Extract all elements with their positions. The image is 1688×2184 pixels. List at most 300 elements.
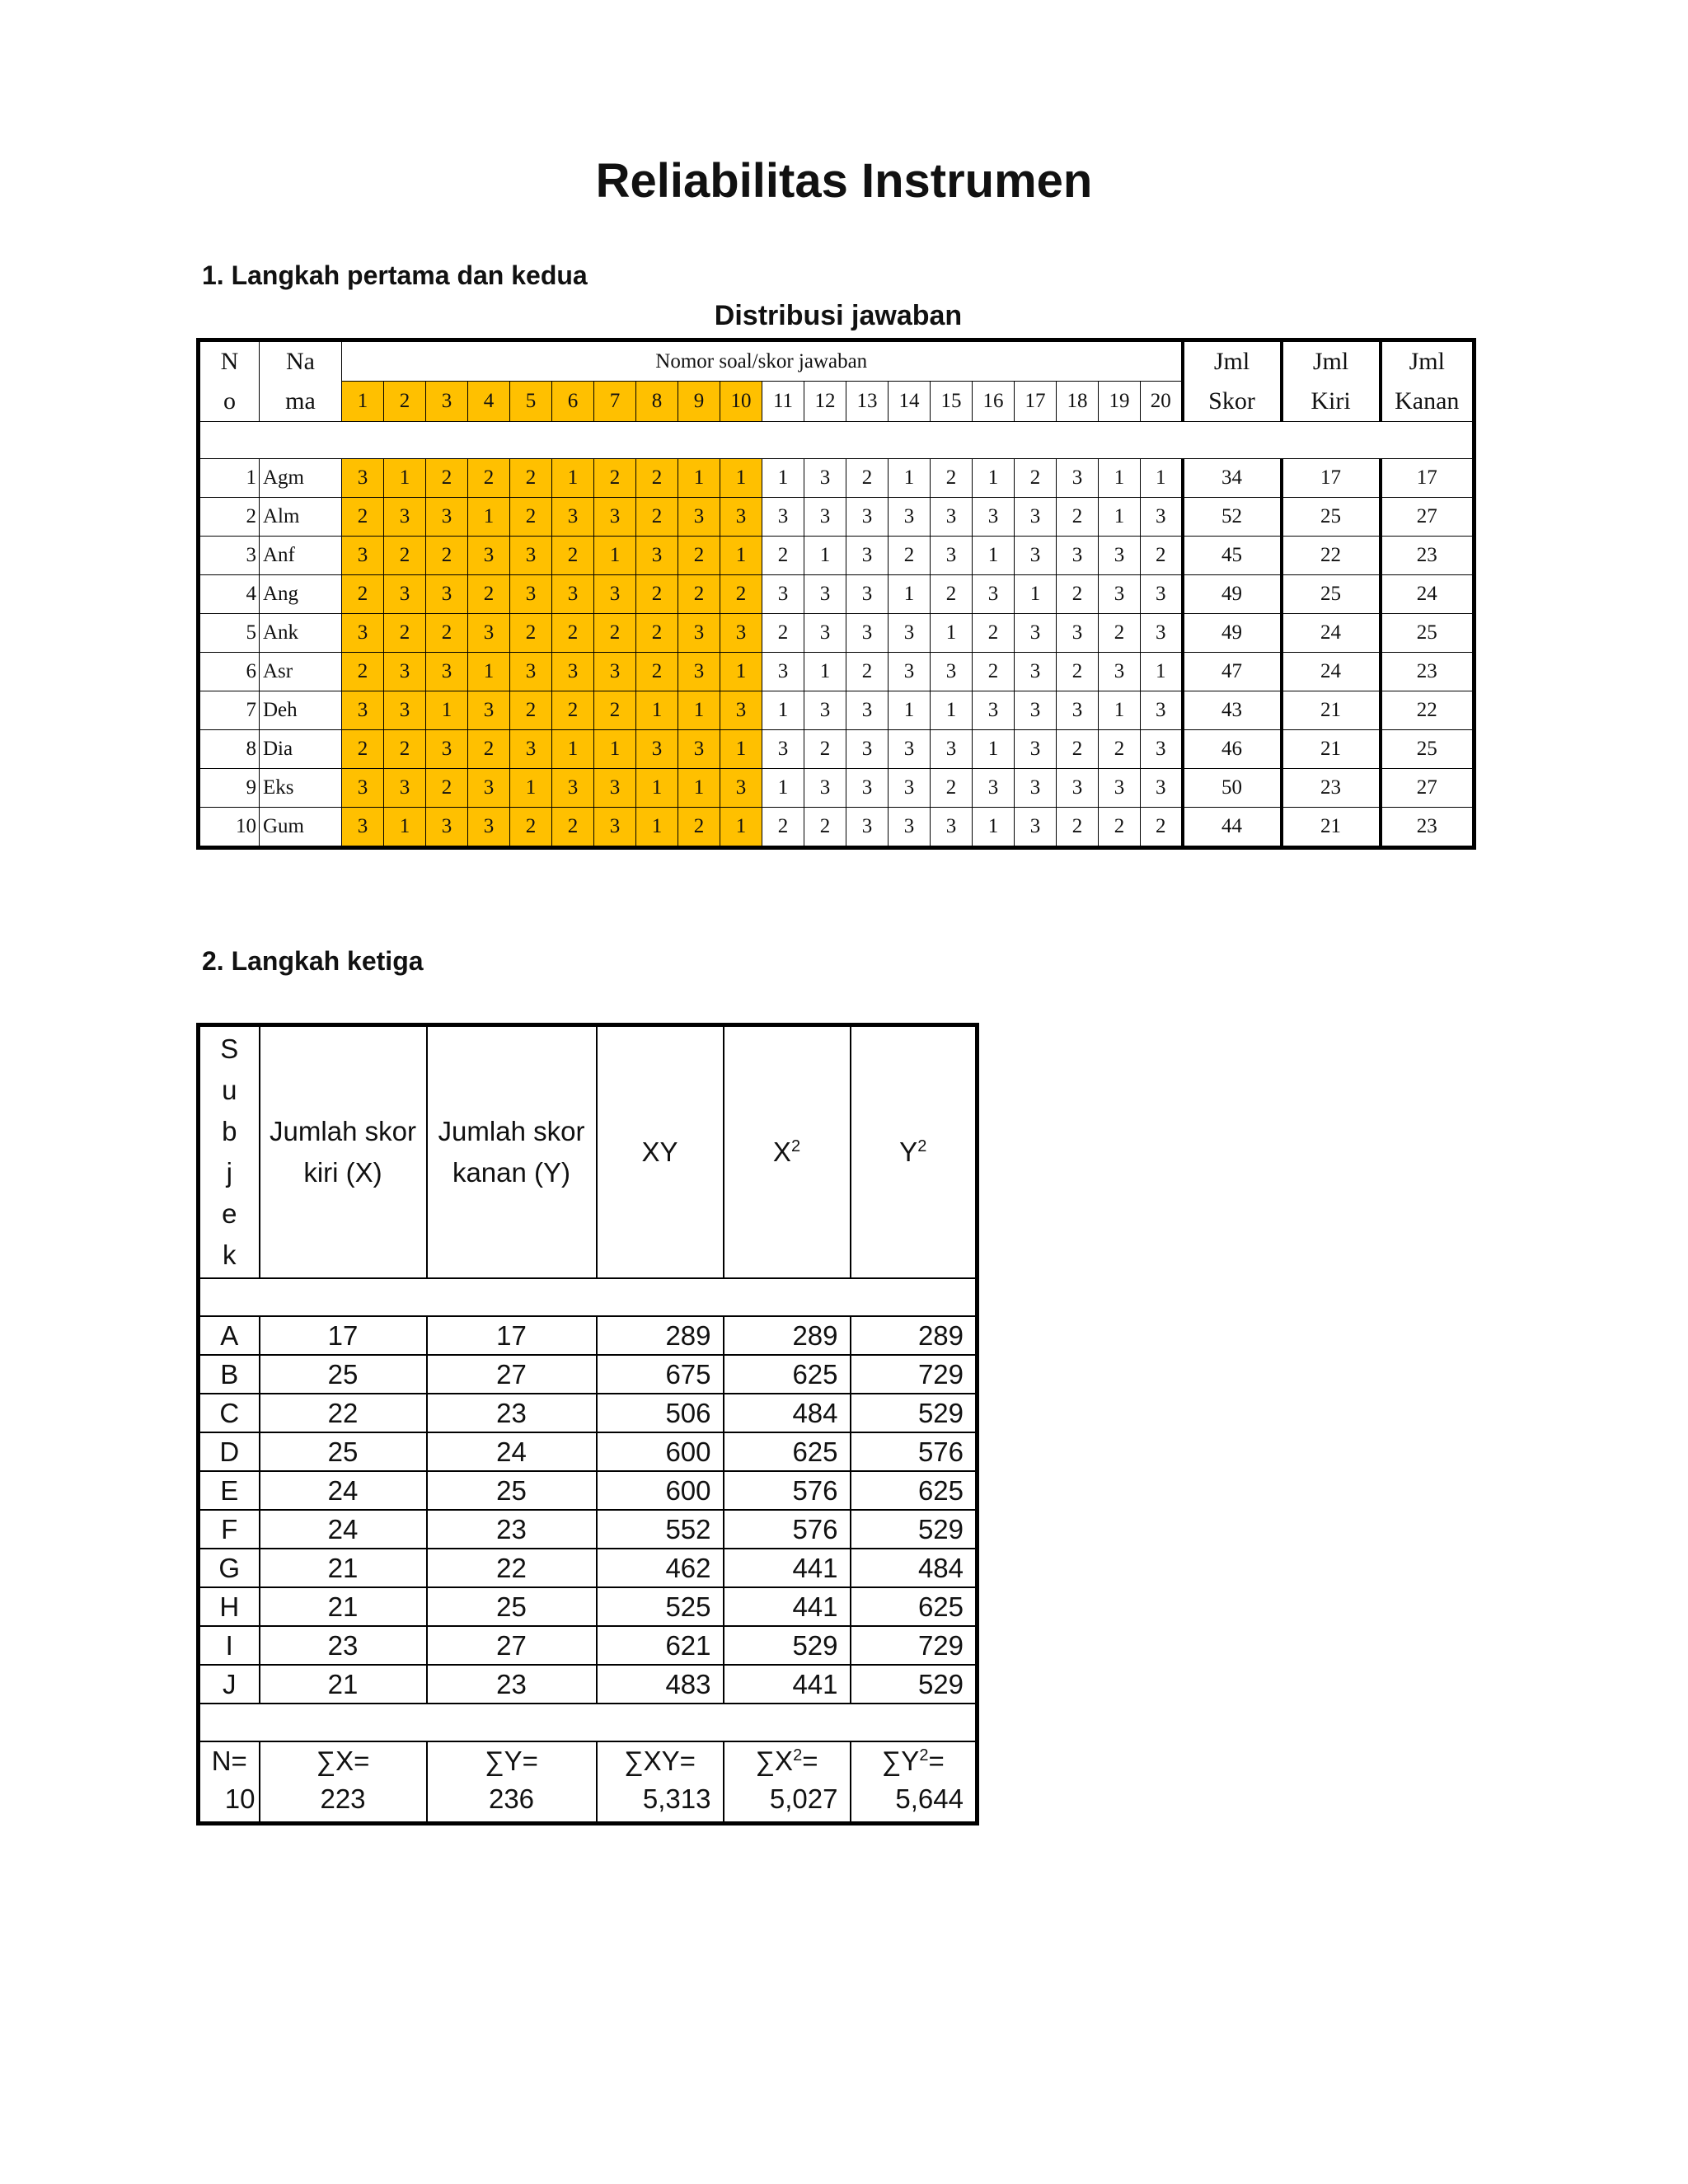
subjek-cell: G: [199, 1549, 260, 1587]
x-cell: 21: [260, 1549, 427, 1587]
jml-kanan-cell: 24: [1381, 575, 1475, 614]
score-cell: 3: [1057, 537, 1099, 575]
score-cell: 3: [636, 730, 678, 769]
y-cell: 22: [427, 1549, 597, 1587]
score-cell: 2: [552, 808, 594, 848]
jml-kiri-cell: 25: [1282, 575, 1381, 614]
score-cell: 1: [678, 769, 720, 808]
score-cell: 3: [1057, 614, 1099, 653]
score-cell: 3: [889, 808, 931, 848]
score-cell: 1: [552, 459, 594, 498]
score-cell: 2: [426, 769, 468, 808]
question-number-14: 14: [889, 382, 931, 422]
subjek-cell: J: [199, 1665, 260, 1704]
jml-kanan-cell: 25: [1381, 730, 1475, 769]
table-row: [199, 614, 1475, 653]
xy-cell: 552: [597, 1510, 724, 1549]
x-cell: 25: [260, 1432, 427, 1471]
total-sum-y-squared-value: 5,644: [895, 1783, 964, 1814]
score-cell: 2: [510, 808, 552, 848]
spacer-row: [199, 1278, 978, 1316]
xy-cell: 462: [597, 1549, 724, 1587]
score-cell: 3: [846, 575, 889, 614]
total-sum-y2-exp: 2: [919, 1746, 929, 1765]
score-cell: 3: [931, 730, 973, 769]
table-row: [199, 1394, 978, 1432]
total-n-label: N=: [211, 1746, 247, 1776]
jml-kiri-cell: 21: [1282, 730, 1381, 769]
row-number: 9: [199, 769, 260, 808]
question-number-12: 12: [804, 382, 846, 422]
jml-kiri-cell: 24: [1282, 653, 1381, 691]
score-cell: 2: [1015, 459, 1057, 498]
score-cell: 3: [342, 769, 384, 808]
score-cell: 2: [973, 653, 1015, 691]
jml-skor-cell: 34: [1183, 459, 1282, 498]
xy-cell: 483: [597, 1665, 724, 1704]
x-cell: 23: [260, 1626, 427, 1665]
row-number: 6: [199, 653, 260, 691]
x-squared-cell: 441: [724, 1549, 851, 1587]
score-cell: 1: [468, 498, 510, 537]
score-cell: 3: [846, 808, 889, 848]
score-cell: 2: [1057, 575, 1099, 614]
score-cell: 2: [594, 691, 636, 730]
y-squared-cell: 625: [851, 1587, 978, 1626]
question-number-8: 8: [636, 382, 678, 422]
score-cell: 1: [510, 769, 552, 808]
score-cell: 3: [1015, 537, 1057, 575]
score-cell: 3: [931, 808, 973, 848]
question-number-9: 9: [678, 382, 720, 422]
subjek-cell: E: [199, 1471, 260, 1510]
score-cell: 3: [889, 614, 931, 653]
question-number-15: 15: [931, 382, 973, 422]
score-cell: 3: [804, 498, 846, 537]
score-cell: 1: [552, 730, 594, 769]
score-cell: 1: [1015, 575, 1057, 614]
score-cell: 2: [510, 691, 552, 730]
score-cell: 1: [762, 459, 804, 498]
total-n-value: 10: [224, 1783, 256, 1814]
score-cell: 2: [426, 459, 468, 498]
x-squared-cell: 576: [724, 1471, 851, 1510]
y-squared-cell: 529: [851, 1665, 978, 1704]
score-cell: 1: [1099, 691, 1141, 730]
score-cell: 2: [384, 730, 426, 769]
score-cell: 3: [468, 808, 510, 848]
row-number: 3: [199, 537, 260, 575]
score-cell: 3: [342, 614, 384, 653]
x-squared-cell: 441: [724, 1665, 851, 1704]
header-jml-kiri-bottom: Kiri: [1282, 382, 1381, 422]
row-number: 4: [199, 575, 260, 614]
x-cell: 24: [260, 1471, 427, 1510]
score-cell: 2: [762, 614, 804, 653]
score-cell: 1: [889, 459, 931, 498]
score-cell: 1: [1099, 459, 1141, 498]
score-cell: 3: [510, 537, 552, 575]
score-cell: 3: [889, 498, 931, 537]
score-cell: 1: [973, 730, 1015, 769]
distribution-table-title: Distribusi jawaban: [714, 300, 963, 331]
y-squared-cell: 529: [851, 1394, 978, 1432]
total-sum-y: [427, 1741, 597, 1824]
total-sum-x-value: 223: [320, 1783, 366, 1814]
score-cell: 2: [468, 459, 510, 498]
y-squared-cell: 729: [851, 1626, 978, 1665]
score-cell: 3: [552, 653, 594, 691]
y-squared-cell: 289: [851, 1316, 978, 1355]
header-jml-kiri-top: Jml: [1282, 340, 1381, 382]
x-cell: 21: [260, 1665, 427, 1704]
score-cell: 1: [931, 614, 973, 653]
x-squared-cell: 441: [724, 1587, 851, 1626]
total-sum-x2-eq: =: [802, 1746, 818, 1776]
score-cell: 3: [468, 537, 510, 575]
student-name: Dia: [260, 730, 342, 769]
score-cell: 3: [342, 459, 384, 498]
row-number: 1: [199, 459, 260, 498]
step1-heading: 1. Langkah pertama dan kedua: [202, 260, 588, 290]
header-y-squared-exp: 2: [917, 1137, 927, 1155]
jml-kanan-cell: 23: [1381, 653, 1475, 691]
score-cell: 3: [552, 769, 594, 808]
jml-kiri-cell: 24: [1282, 614, 1381, 653]
jml-kiri-cell: 23: [1282, 769, 1381, 808]
score-cell: 3: [804, 575, 846, 614]
score-cell: 3: [804, 459, 846, 498]
header-subjek-letter: u: [222, 1075, 237, 1105]
score-cell: 3: [1141, 575, 1183, 614]
y-cell: 23: [427, 1394, 597, 1432]
header-subjek: [199, 1025, 260, 1279]
score-cell: 3: [1015, 730, 1057, 769]
subjek-cell: H: [199, 1587, 260, 1626]
score-cell: 3: [594, 808, 636, 848]
x-cell: 24: [260, 1510, 427, 1549]
y-squared-cell: 576: [851, 1432, 978, 1471]
score-cell: 3: [468, 769, 510, 808]
score-cell: 2: [1099, 808, 1141, 848]
total-sum-y2-eq: =: [928, 1746, 945, 1776]
score-cell: 1: [720, 730, 762, 769]
xy-cell: 675: [597, 1355, 724, 1394]
xy-cell: 506: [597, 1394, 724, 1432]
header-jml-skor-bottom: Skor: [1183, 382, 1282, 422]
x-squared-cell: 484: [724, 1394, 851, 1432]
score-cell: 1: [762, 691, 804, 730]
header-jumlah-kanan: [427, 1025, 597, 1279]
score-cell: 3: [1057, 769, 1099, 808]
header-jml-kanan-bottom: Kanan: [1381, 382, 1475, 422]
score-cell: 3: [720, 498, 762, 537]
score-cell: 3: [804, 769, 846, 808]
table-row: [199, 808, 1475, 848]
score-cell: 2: [342, 575, 384, 614]
score-cell: 2: [931, 575, 973, 614]
total-sum-y-squared: [851, 1741, 978, 1824]
header-subjek-letter: e: [222, 1198, 237, 1229]
jml-kanan-cell: 22: [1381, 691, 1475, 730]
table-row: [199, 1471, 978, 1510]
score-cell: 2: [468, 730, 510, 769]
score-cell: 3: [678, 614, 720, 653]
score-cell: 2: [931, 769, 973, 808]
jml-kanan-cell: 25: [1381, 614, 1475, 653]
question-number-11: 11: [762, 382, 804, 422]
total-sum-x2-base: ∑X: [755, 1746, 794, 1776]
score-cell: 3: [384, 769, 426, 808]
score-cell: 1: [426, 691, 468, 730]
score-cell: 1: [468, 653, 510, 691]
header-xy: XY: [597, 1025, 724, 1279]
score-cell: 3: [510, 730, 552, 769]
score-cell: 3: [426, 653, 468, 691]
score-cell: 3: [1099, 575, 1141, 614]
score-cell: 2: [1057, 808, 1099, 848]
calculation-table: [196, 1023, 979, 1825]
subjek-cell: A: [199, 1316, 260, 1355]
header-name-bottom: ma: [260, 382, 342, 422]
header-jml-skor-top: Jml: [1183, 340, 1282, 382]
total-sum-y-value: 236: [488, 1783, 535, 1814]
total-sum-x-squared-value: 5,027: [769, 1783, 838, 1814]
score-cell: 2: [594, 459, 636, 498]
score-cell: 3: [510, 575, 552, 614]
score-cell: 3: [426, 498, 468, 537]
header-x-squared: [724, 1025, 851, 1279]
header-subjek-letter: b: [222, 1116, 237, 1146]
score-cell: 3: [1141, 769, 1183, 808]
total-sum-x-squared: [724, 1741, 851, 1824]
x-squared-cell: 625: [724, 1432, 851, 1471]
score-cell: 1: [889, 575, 931, 614]
x-squared-cell: 289: [724, 1316, 851, 1355]
total-sum-y2-base: ∑Y: [881, 1746, 920, 1776]
score-cell: 3: [552, 575, 594, 614]
score-cell: 2: [342, 498, 384, 537]
score-cell: 1: [1099, 498, 1141, 537]
score-cell: 2: [889, 537, 931, 575]
score-cell: 2: [1057, 498, 1099, 537]
score-cell: 2: [973, 614, 1015, 653]
header-subjek-letter: S: [220, 1033, 239, 1064]
jml-skor-cell: 52: [1183, 498, 1282, 537]
score-cell: 3: [468, 614, 510, 653]
question-number-16: 16: [973, 382, 1015, 422]
score-cell: 3: [384, 691, 426, 730]
y-squared-cell: 529: [851, 1510, 978, 1549]
score-cell: 2: [846, 653, 889, 691]
table-row: [199, 1355, 978, 1394]
score-cell: 3: [762, 575, 804, 614]
total-sum-xy: [597, 1741, 724, 1824]
header-jml-kanan-top: Jml: [1381, 340, 1475, 382]
score-cell: 1: [1141, 459, 1183, 498]
score-cell: 3: [426, 730, 468, 769]
score-cell: 2: [1057, 653, 1099, 691]
header-subjek-letter: k: [223, 1240, 237, 1270]
score-cell: 3: [846, 691, 889, 730]
score-cell: 3: [846, 498, 889, 537]
student-name: Gum: [260, 808, 342, 848]
score-cell: 2: [552, 537, 594, 575]
score-cell: 2: [1057, 730, 1099, 769]
jml-kanan-cell: 23: [1381, 808, 1475, 848]
table-row: [199, 1626, 978, 1665]
question-number-5: 5: [510, 382, 552, 422]
score-cell: 2: [678, 537, 720, 575]
score-cell: 3: [931, 498, 973, 537]
score-cell: 2: [426, 614, 468, 653]
jml-kiri-cell: 22: [1282, 537, 1381, 575]
x-squared-cell: 576: [724, 1510, 851, 1549]
score-cell: 2: [720, 575, 762, 614]
table-row: [199, 498, 1475, 537]
table-row: [199, 537, 1475, 575]
header-jumlah-kanan-line2: kanan (Y): [452, 1157, 571, 1188]
y-cell: 25: [427, 1587, 597, 1626]
jml-skor-cell: 44: [1183, 808, 1282, 848]
distribution-table: [196, 338, 1476, 850]
student-name: Ank: [260, 614, 342, 653]
total-sum-x-squared-label: [724, 1742, 850, 1780]
score-cell: 1: [384, 459, 426, 498]
jml-kiri-cell: 25: [1282, 498, 1381, 537]
jml-skor-cell: 43: [1183, 691, 1282, 730]
total-sum-y-squared-label: [851, 1742, 976, 1780]
score-cell: 3: [846, 730, 889, 769]
table-row: [199, 1510, 978, 1549]
header-subjek-letter: j: [226, 1157, 232, 1188]
score-cell: 1: [973, 537, 1015, 575]
score-cell: 3: [973, 575, 1015, 614]
score-cell: 3: [846, 537, 889, 575]
score-cell: 1: [720, 459, 762, 498]
question-number-6: 6: [552, 382, 594, 422]
score-cell: 2: [678, 575, 720, 614]
table-row: [199, 1432, 978, 1471]
x-cell: 21: [260, 1587, 427, 1626]
subjek-cell: I: [199, 1626, 260, 1665]
score-cell: 1: [804, 537, 846, 575]
score-cell: 2: [1141, 537, 1183, 575]
question-number-17: 17: [1015, 382, 1057, 422]
score-cell: 2: [804, 730, 846, 769]
row-number: 5: [199, 614, 260, 653]
subjek-cell: F: [199, 1510, 260, 1549]
table-row: [199, 691, 1475, 730]
score-cell: 3: [1015, 614, 1057, 653]
table-row: [199, 1587, 978, 1626]
question-number-4: 4: [468, 382, 510, 422]
score-cell: 3: [846, 769, 889, 808]
jml-kiri-cell: 21: [1282, 808, 1381, 848]
score-cell: 3: [1057, 691, 1099, 730]
xy-cell: 600: [597, 1471, 724, 1510]
score-cell: 2: [636, 614, 678, 653]
score-cell: 2: [762, 808, 804, 848]
y-cell: 27: [427, 1355, 597, 1394]
score-cell: 2: [342, 730, 384, 769]
header-jumlah-kiri: [260, 1025, 427, 1279]
total-sum-x2-exp: 2: [793, 1746, 803, 1765]
score-cell: 2: [636, 459, 678, 498]
score-cell: 1: [762, 769, 804, 808]
score-cell: 3: [889, 653, 931, 691]
score-cell: 2: [510, 614, 552, 653]
table-row: [199, 1665, 978, 1704]
score-cell: 3: [720, 691, 762, 730]
score-cell: 1: [973, 808, 1015, 848]
header-jumlah-kanan-line1: Jumlah skor: [438, 1116, 585, 1146]
student-name: Agm: [260, 459, 342, 498]
score-cell: 3: [973, 498, 1015, 537]
xy-cell: 289: [597, 1316, 724, 1355]
score-cell: 1: [636, 808, 678, 848]
question-number-13: 13: [846, 382, 889, 422]
score-cell: 3: [384, 498, 426, 537]
jml-skor-cell: 49: [1183, 614, 1282, 653]
score-cell: 2: [931, 459, 973, 498]
score-cell: 3: [931, 653, 973, 691]
score-cell: 3: [1141, 691, 1183, 730]
question-number-3: 3: [426, 382, 468, 422]
score-cell: 3: [846, 614, 889, 653]
score-cell: 3: [720, 614, 762, 653]
score-cell: 1: [594, 730, 636, 769]
question-number-18: 18: [1057, 382, 1099, 422]
score-cell: 2: [594, 614, 636, 653]
x-squared-cell: 529: [724, 1626, 851, 1665]
row-number: 10: [199, 808, 260, 848]
table-row: [199, 459, 1475, 498]
score-cell: 1: [594, 537, 636, 575]
score-cell: 3: [1015, 498, 1057, 537]
x-cell: 17: [260, 1316, 427, 1355]
score-cell: 1: [678, 691, 720, 730]
jml-skor-cell: 47: [1183, 653, 1282, 691]
score-cell: 3: [594, 498, 636, 537]
score-cell: 3: [384, 653, 426, 691]
row-number: 2: [199, 498, 260, 537]
total-sum-xy-label: ∑XY=: [624, 1746, 696, 1776]
score-cell: 1: [720, 808, 762, 848]
score-cell: 1: [720, 537, 762, 575]
header-y-squared-base: Y: [899, 1137, 918, 1167]
header-jumlah-kiri-line2: kiri (X): [303, 1157, 382, 1188]
row-number: 7: [199, 691, 260, 730]
total-sum-xy-value: 5,313: [642, 1783, 711, 1814]
score-cell: 3: [889, 730, 931, 769]
header-name-top: Na: [260, 340, 342, 382]
score-cell: 2: [804, 808, 846, 848]
score-cell: 2: [1099, 730, 1141, 769]
student-name: Asr: [260, 653, 342, 691]
jml-kiri-cell: 17: [1282, 459, 1381, 498]
total-n: [199, 1741, 260, 1824]
score-cell: 1: [973, 459, 1015, 498]
score-cell: 2: [636, 498, 678, 537]
score-cell: 2: [1099, 614, 1141, 653]
question-number-7: 7: [594, 382, 636, 422]
jml-skor-cell: 50: [1183, 769, 1282, 808]
score-cell: 2: [426, 537, 468, 575]
page-title: Reliabilitas Instrumen: [595, 154, 1093, 208]
score-cell: 1: [804, 653, 846, 691]
score-cell: 3: [594, 769, 636, 808]
